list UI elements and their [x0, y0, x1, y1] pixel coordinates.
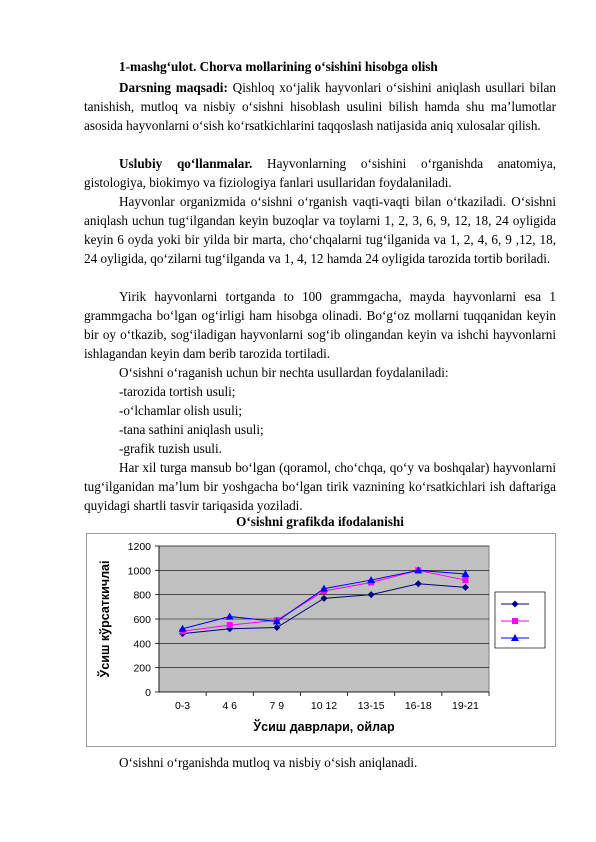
x-tick-label: 19-21: [451, 700, 479, 712]
goal-text: Qishloq xo‘jalik hayvonlari o‘sishini aniqlash usullari bilan tanishish, mutloq va nisbiy o‘sishni hisoblash usulini bilish hamda shu ma’lumotlar asosida hayvonlarni o‘sish ko‘rsatkichlarini taqqoslash natijasida aniq xulosalar qilish.: [84, 80, 556, 133]
x-tick-label: 0-3: [174, 700, 191, 712]
data-point: [227, 622, 233, 628]
x-tick-label: 4 6: [222, 700, 238, 712]
y-tick-label: 200: [133, 662, 151, 675]
y-tick-label: 1000: [127, 565, 151, 578]
paragraph-goal: [84, 78, 556, 135]
methods-label: Uslubiy qo‘llanmalar.: [119, 156, 253, 171]
x-tick-label: 7 9: [269, 700, 285, 712]
x-tick-label: 10 12: [310, 700, 338, 712]
data-point: [462, 577, 468, 583]
list-item: -tana sathini aniqlash usuli;: [119, 422, 264, 437]
goal-label: Darsning maqsadi:: [119, 80, 228, 95]
footer-text: O‘sishni o‘rganishda mutloq va nisbiy o‘sish aniqlanadi.: [119, 755, 418, 770]
x-tick-label: 16-18: [404, 700, 432, 712]
paragraph-methods: [84, 154, 556, 192]
methods-text: Hayvonlarning o‘sishini o‘rganishda anatomiya, gistologiya, biokimyo va fiziologiya fanlari usullaridan foydalaniladi.: [84, 156, 556, 190]
growth-chart: [86, 533, 556, 747]
x-axis-title: Ўсиш даврлари, ойлар: [253, 720, 395, 734]
y-tick-label: 1200: [127, 541, 151, 553]
y-tick-label: 0: [145, 687, 151, 699]
x-tick-label: 13-15: [357, 700, 385, 712]
list-item: -o‘lchamlar olish usuli;: [119, 403, 243, 418]
paragraph-weighing-precision: Yirik hayvonlarni tortganda to 100 grammgacha, mayda hayvonlarni esa 1 grammgacha bo‘lgan og‘irligi ham hisobga olinadi. Bo‘g‘oz mollarni tuqqanidan keyin bir oy o‘tkazib, sog‘iladigan hayvonlarni sog‘ib olingandan keyin va ishchi hayvonlarni ishlagandan keyin dam berib tarozida tortiladi.: [84, 289, 556, 361]
y-tick-label: 600: [133, 614, 151, 626]
legend-marker: [512, 618, 518, 624]
lesson-heading: 1-mashg‘ulot. Chorva mollarining o‘sishini hisobga olish: [119, 59, 438, 74]
list-item: -tarozida tortish usuli;: [119, 384, 236, 399]
paragraph-record: Har xil turga mansub bo‘lgan (qoramol, cho‘chqa, qo‘y va boshqalar) hayvonlarni tug‘ilganidan ma’lum bir yoshgacha bo‘lgan tirik vaznining ko‘rsatkichlari ish daftariga quyidagi shartli tasvir tariqasida yoziladi.: [84, 460, 556, 513]
legend-box: [495, 592, 545, 648]
list-item: -grafik tuzish usuli.: [119, 441, 222, 456]
y-axis-title: Ўсиш кўрсаткичлаі: [98, 560, 112, 678]
paragraph-weighing-schedule: Hayvonlar organizmida o‘sishni o‘rganish vaqti-vaqti bilan o‘tkaziladi. O‘sishni aniqlash uchun tug‘ilgandan keyin buzoqlar va toylarni 1, 2, 3, 6, 9, 12, 18, 24 oyligida keyin 6 oyda yoki bir yilda bir marta, cho‘chqalarni tug‘ilganida va 1, 2, 4, 6, 9 ,12, 18, 24 oyligida, qo‘zilarni tug‘ilganda va 1, 4, 12 hamda 24 oyligida tarozida tortib boriladi.: [84, 194, 556, 266]
paragraph-methods-intro: O‘sishni o‘raganish uchun bir nechta usullardan foydalaniladi:: [119, 365, 449, 380]
y-tick-label: 800: [133, 589, 151, 602]
growth-chart-svg: [87, 534, 555, 746]
y-tick-label: 400: [133, 638, 151, 651]
chart-caption: O‘sishni grafikda ifodalanishi: [236, 514, 404, 529]
